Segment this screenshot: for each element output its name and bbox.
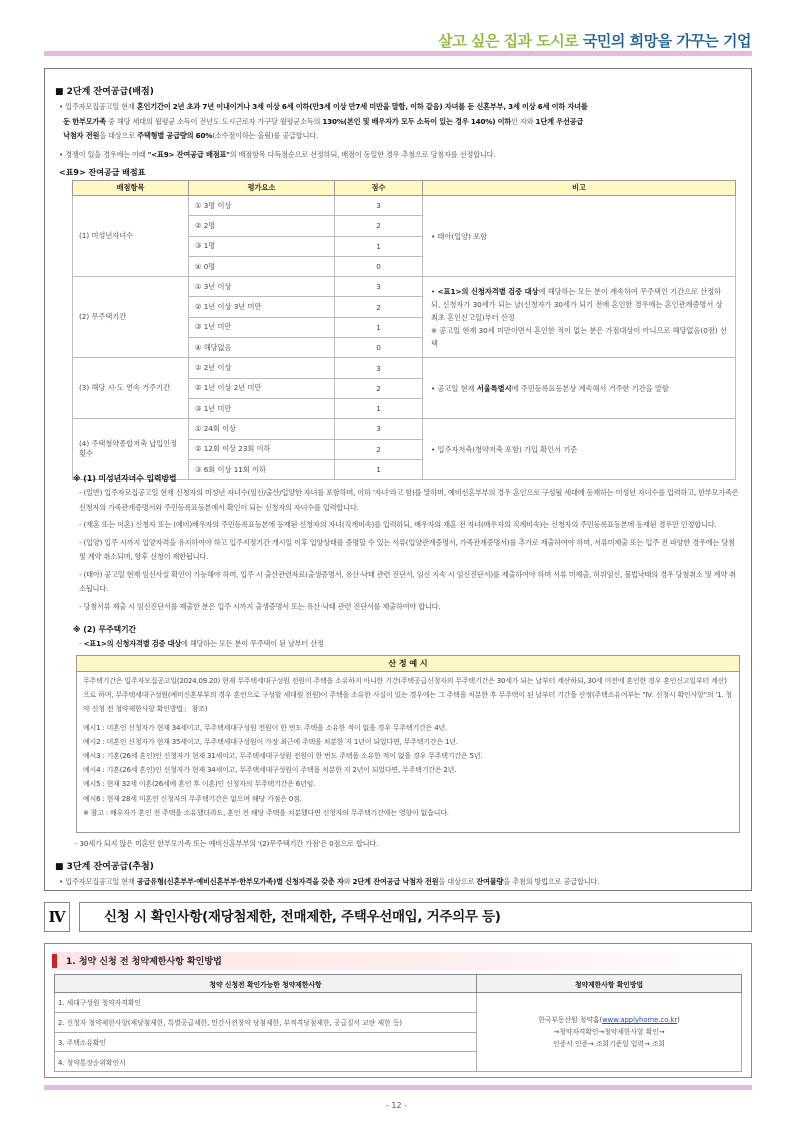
text: →청약자격확인→청약제한사항 확인→ xyxy=(553,1028,665,1037)
header-slogan xyxy=(438,30,751,51)
applyhome-link[interactable]: www.applyhome.co.kr xyxy=(602,1016,678,1025)
subsection-header xyxy=(52,952,744,970)
score-note: • 입주자저축(청약저축 포함) 가입 확인서 기준 xyxy=(423,419,736,480)
score-value: 0 xyxy=(335,256,423,276)
example-title: 산 정 예 시 xyxy=(77,656,739,672)
score-table-header xyxy=(73,181,736,196)
example-body xyxy=(77,672,739,822)
restriction-table xyxy=(54,974,742,1072)
text: 에 해당하는 모든 분이 무주택이 된 날부터 산정 xyxy=(181,639,324,648)
table-row xyxy=(73,196,736,216)
accent-bar xyxy=(52,954,57,968)
col-header: 청약 신청전 확인가능한 청약제한사항 xyxy=(55,975,477,993)
score-value: 3 xyxy=(335,196,423,216)
check-method xyxy=(477,993,742,1072)
stage2-bullet2 xyxy=(59,148,739,163)
stage2-3-content-box xyxy=(44,68,752,891)
score-value: 1 xyxy=(335,398,423,418)
score-value: 0 xyxy=(335,338,423,358)
score-element: ② 1년 이상 3년 미만 xyxy=(189,297,335,317)
calculation-example-box xyxy=(76,655,740,833)
example-item: 예시1 : 미혼인 신청자가 현재 34세이고, 무주택세대구성원 전원이 한 번도 주택을 소유한 적이 없을 경우 무주택기간은 4년. xyxy=(83,723,448,732)
text: • 입주자모집공고일 현재 xyxy=(59,102,137,111)
restriction-item: 1. 세대구성원 청약자격확인 xyxy=(55,993,477,1013)
text-bold: 혼인기간이 2년 초과 7년 이내이거나 3세 이상 6세 이하(만3세 이상 만7세 미만을 말함, 이하 같음) 자녀를 둔 신혼부부, 3세 이상 6세 이하 자녀를 xyxy=(136,102,588,111)
table-row xyxy=(73,358,736,378)
score-value: 2 xyxy=(335,297,423,317)
score-element: ④ 해당없음 xyxy=(189,338,335,358)
score-element: ③ 6회 이상 11회 이하 xyxy=(189,459,335,479)
note1-item: - (재혼 또는 이혼) 신청자 또는 (예비)배우자의 주민등록표등본에 등재된 신청자의 자녀(직계비속)를 입력하되, 배우자의 재혼 전 자녀(배우자의 직계비속)는 신청자의 주민등록표등본에 등재된 경우만 인정합니다. xyxy=(79,520,717,529)
stage2-bullet1 xyxy=(59,100,739,144)
footer-divider-band xyxy=(44,1085,752,1090)
score-value: 2 xyxy=(335,216,423,236)
score-value: 3 xyxy=(335,419,423,439)
score-table xyxy=(72,180,736,480)
text-bold: 공급유형(신혼부부·예비신혼부부·한부모가족)별 신청자격을 갖춘 자 xyxy=(136,877,344,886)
note1-item: - (일반) 입주자모집공고일 현재 신청자의 미성년 자녀수(임신/출산/입양한 자녀를 포함하며, 이하 '자녀'라고 함)를 말하며, 예비신혼부부의 경우 혼인으로 구성될 세대에 등재하는 미성년 자녀수를 입력하고, 한부모가족은 신청자의 가족관계증명서와 주민등록표등본에서 확인이 되는 신청자의 자녀수를 입력합니다. xyxy=(79,488,739,512)
score-value: 1 xyxy=(335,459,423,479)
note1-item: - 당첨서류 제출 시 임신진단서를 제출한 분은 입주 시까지 출생증명서 또는 유산·낙태 관련 진단서를 제출하여야 합니다. xyxy=(79,601,441,611)
score-element: ② 12회 이상 23회 이하 xyxy=(189,439,335,459)
text: • 입주자모집공고일 현재 xyxy=(59,877,137,886)
restriction-item: 2. 신청자 청약제한사항(재당첨제한, 특별공급제한, 민간사전청약 당첨제한, 부적격당첨제한, 공급질서 교란 제한 등) xyxy=(55,1012,477,1032)
score-value: 3 xyxy=(335,277,423,297)
score-element: ④ 0명 xyxy=(189,256,335,276)
example-item: 예시6 : 현재 28세 미혼인 신청자의 무주택기간은 없으며 해당 가점은 0점. xyxy=(83,794,302,803)
note1-list xyxy=(79,486,739,614)
note2-title: ※ (2) 무주택기간 xyxy=(73,625,137,634)
text: 을 대상으로 xyxy=(438,877,477,886)
col-header: 청약제한사항 확인방법 xyxy=(477,975,742,993)
text-bold: 130%(본인 및 배우자가 모두 소득이 있는 경우 140%) 이하 xyxy=(322,116,512,126)
stage3-bullet xyxy=(59,875,749,890)
col-header: 비고 xyxy=(423,181,736,196)
text: 와 xyxy=(343,877,353,886)
text: 의 배점항목 다득점순으로 선정하되, 배점이 동일한 경우 추첨으로 당첨자를 선정합니다. xyxy=(229,150,496,159)
score-element: ② 1년 이상 2년 미만 xyxy=(189,378,335,398)
example-item: 예시2 : 미혼인 신청자가 현재 35세이고, 무주택세대구성원이 가장 최근에 주택을 처분한 지 1년이 되었다면, 무주택기간은 1년. xyxy=(83,737,458,746)
text: 인 자와 xyxy=(511,116,536,126)
score-note: • <표1>의 신청자격별 검증 대상에 해당하는 모든 분이 계속하여 무주택인 기간으로 산정하되, 신청자가 30세가 되는 날(신청자가 30세가 되기 전에 혼인한 경우에는 혼인관계증명서 상 최초 혼인신고일)부터 산정 ※ 공고일 현재 30세 미만이면서 혼인한 적이 없는 분은 가점대상이 아니므로 해당없음(0점) 선택 xyxy=(423,277,736,358)
example-item: 예시4 : 기혼(26세 혼인)인 신청자가 현재 34세이고, 무주택세대구성원이 주택을 처분한 지 2년이 되었다면, 무주택기간은 2년. xyxy=(83,766,457,775)
text: ) xyxy=(677,1016,680,1025)
example-item: ※ 참고 : 배우자가 혼인 전 주택을 소유했더라도, 혼인 전 해당 주택을 처분했다면 신청자의 무주택기간에는 영향이 없습니다. xyxy=(83,808,449,817)
restriction-check-box xyxy=(44,943,752,1078)
text: 에 주민등록표등본상 계속해서 거주한 기간을 말함 xyxy=(511,383,669,393)
text-bold: <표1>의 신청자격별 검증 대상 xyxy=(83,639,182,648)
text-bold: 잔여물량 xyxy=(476,877,504,886)
text-bold: "<표9> 잔여공급 배점표" xyxy=(147,150,230,159)
text: • 공고일 현재 xyxy=(431,383,477,393)
score-note: • 태아(입양) 포함 xyxy=(423,196,736,277)
text: 을 대상으로 xyxy=(99,131,138,140)
note2-line: - <표1>의 신청자격별 검증 대상에 해당하는 모든 분이 무주택이 된 날부터 산정 xyxy=(79,639,324,648)
page-number: - 12 - xyxy=(385,1101,408,1110)
section-title: 신청 시 확인사항(재당첨제한, 전매제한, 주택우선매입, 거주의무 등) xyxy=(79,902,752,932)
text: 한국부동산원 청약홈( xyxy=(538,1016,603,1025)
restriction-item: 3. 주택소유확인 xyxy=(55,1032,477,1052)
text-bold: 둔 한부모가족 xyxy=(63,116,106,126)
score-element: ② 2명 xyxy=(189,216,335,236)
score-element: ① 24회 이상 xyxy=(189,419,335,439)
score-value: 2 xyxy=(335,439,423,459)
slogan-part1: 살고 싶은 집과 도시로 xyxy=(438,32,583,50)
stage3-title: ■ 3단계 잔여공급(추첨) xyxy=(55,862,154,872)
table-row xyxy=(73,419,736,439)
header-divider-band xyxy=(44,51,752,56)
section-number: Ⅳ xyxy=(44,902,70,932)
text-bold: 1단계 우선공급 xyxy=(535,116,584,126)
text-bold: <표1>의 신청자격별 검증 대상 xyxy=(437,286,539,296)
table-row xyxy=(73,277,736,297)
text: 인증서 인증→ 조회기준일 입력→ 조회 xyxy=(553,1040,665,1049)
score-element: ① 2년 이상 xyxy=(189,358,335,378)
score-element: ③ 1년 미만 xyxy=(189,317,335,337)
text: • 경쟁이 있을 경우에는 아래 xyxy=(59,150,148,159)
example-intro: 무주택기간은 입주자모집공고일(2024.09.20) 현재 무주택세대구성원 전원이 주택을 소유하지 아니한 기간(주택공급신청자의 무주택기간은 30세가 되는 날부터 계산하되, 30세 이전에 혼인한 경우 혼인신고일부터 계산)으로 하며, 무주택세대구성원(예비신혼부부의 경우 혼인으로 구성할 세대원 전원)이 주택을 소유한 사실이 있는 경우에는 그 주택을 처분한 후 무주택이 된 날부터 기간을 산정(주택소유여부는 "Ⅳ. 신청시 확인사항"의 '1. 청약 신청 전 청약제한사항 확인방법」 참조) xyxy=(83,677,732,714)
text-bold: 2단계 잔여공급 낙첨자 전원 xyxy=(352,877,439,886)
score-value: 1 xyxy=(335,317,423,337)
score-item: (3) 해당 시·도 연속 거주기간 xyxy=(73,358,189,419)
text: 중 해당 세대의 월평균 소득이 전년도 도시근로자 가구당 월평균소득의 xyxy=(105,116,323,126)
score-element: ① 3년 이상 xyxy=(189,277,335,297)
text: 에 해당하는 모든 분이 계속하여 무주택인 기간으로 산정하되, 신청자가 30세가 되는 날(신청자가 30세가 되기 전에 혼인한 경우에는 혼인관계증명서 상 최초 혼인신고일)부터 산정 xyxy=(431,286,723,322)
score-element: ③ 1명 xyxy=(189,236,335,256)
restriction-item: 4. 청약통장순위확인서 xyxy=(55,1052,477,1072)
score-table-caption: <표9> 잔여공급 배점표 xyxy=(59,168,146,177)
col-header: 점수 xyxy=(335,181,423,196)
text-bold: 낙첨자 전원 xyxy=(63,131,100,140)
score-item: (4) 주택청약종합저축 납입인정 횟수 xyxy=(73,419,189,480)
restriction-table-header xyxy=(55,975,742,993)
note1-item: - (태아) 공고일 현재 임신사실 확인이 가능해야 하며, 입주 시 출산관련자료(출생증명서, 유산·낙태 관련 진단서, 임신 지속 시 임신진단서)를 제출하여야 하며 서류 미제출, 허위임신, 불법낙태의 경우 당첨취소 및 계약 취소됩니다. xyxy=(79,569,736,593)
text-bold: 서울특별시 xyxy=(476,383,512,393)
text: ※ 공고일 현재 30세 미만이면서 혼인한 적이 없는 분은 가점대상이 아니므로 해당없음(0점) 선택 xyxy=(431,325,727,348)
text: (소수점이하는 올림)를 공급합니다. xyxy=(212,131,319,140)
table-row xyxy=(55,993,742,1013)
text: 을 추첨의 방법으로 공급합니다. xyxy=(503,877,600,886)
example-item: 예시3 : 기혼(26세 혼인)인 신청자가 현재 31세이고, 무주택세대구성원 전원이 한 번도 주택을 소유한 적이 없을 경우 무주택기간은 5년. xyxy=(83,752,483,761)
col-header: 평가요소 xyxy=(189,181,335,196)
note1-item: - (입양) 입주 시까지 입양자격을 유지하여야 하고 입주지정기간 개시일 이후 입양상태를 증명할 수 있는 서류(입양관계증명서, 가족관계증명서)를 추가로 제출하여야 하며, 서류미제출 또는 입주 전 파양한 경우에는 당첨 및 계약 취소되며, 향후 신청이 제한됩니다. xyxy=(79,537,735,561)
col-header: 배점항목 xyxy=(73,181,189,196)
after-example-note: - 30세가 되지 않은 미혼인 한부모가족 또는 예비신혼부부의 '(2)무주택기간 가점'은 0점으로 합니다. xyxy=(75,839,379,848)
example-item: 예시5 : 현재 32세 이혼(26세에 혼인 후 이혼)인 신청자의 무주택기간은 6년임. xyxy=(83,780,316,789)
score-item: (1) 미성년자녀수 xyxy=(73,196,189,277)
score-element: ③ 1년 미만 xyxy=(189,398,335,418)
score-note xyxy=(423,358,736,419)
score-value: 1 xyxy=(335,236,423,256)
stage2-title: ■ 2단계 잔여공급(배점) xyxy=(55,87,154,97)
score-item: (2) 무주택기간 xyxy=(73,277,189,358)
score-element: ① 3명 이상 xyxy=(189,196,335,216)
subsection-title: 1. 청약 신청 전 청약제한사항 확인방법 xyxy=(66,957,222,967)
score-value: 2 xyxy=(335,378,423,398)
text-bold: 주택형별 공급량의 60% xyxy=(137,131,213,140)
score-value: 3 xyxy=(335,358,423,378)
slogan-part2: 국민의 희망을 가꾸는 기업 xyxy=(582,32,751,50)
note1-title: ※ (1) 미성년자녀수 입력방법 xyxy=(73,474,177,483)
